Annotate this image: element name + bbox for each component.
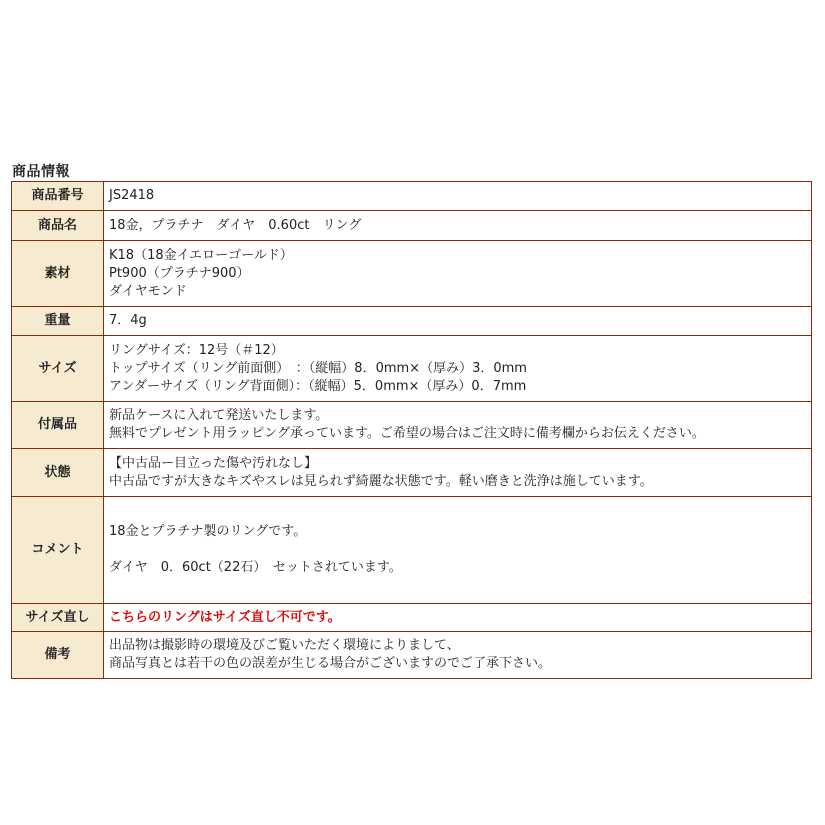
row-label-product-name: 商品名 bbox=[12, 211, 104, 241]
section-title: 商品情報 bbox=[12, 164, 70, 180]
product-info-table bbox=[11, 181, 812, 679]
row-value-condition bbox=[104, 449, 812, 497]
value-line: ダイヤモンド bbox=[109, 283, 187, 299]
table-row bbox=[12, 241, 812, 307]
row-label-accessories: 付属品 bbox=[12, 402, 104, 449]
row-value-product-name bbox=[104, 211, 812, 241]
table-row bbox=[12, 211, 812, 241]
row-label-size: サイズ bbox=[12, 336, 104, 402]
row-label-comment: コメント bbox=[12, 497, 104, 604]
value-line: リングサイズ：12号（＃12） bbox=[109, 342, 284, 358]
row-label-resizing: サイズ直し bbox=[12, 604, 104, 632]
table-row bbox=[12, 402, 812, 449]
row-value-comment bbox=[104, 497, 812, 604]
value-line: 18金，プラチナ ダイヤ 0.60ct リング bbox=[109, 217, 362, 233]
row-label-material: 素材 bbox=[12, 241, 104, 307]
table-row bbox=[12, 604, 812, 632]
value-line: 18金とプラチナ製のリングです。 bbox=[109, 524, 307, 539]
value-line: 中古品ですが大きなキズやスレは見られず綺麗な状態です。軽い磨きと洗浄は施しています。 bbox=[109, 473, 653, 489]
row-value-product-number bbox=[104, 182, 812, 211]
value-line: 7．4g bbox=[109, 313, 147, 328]
value-line: ダイヤ 0．60ct（22石） セットされています。 bbox=[109, 560, 402, 575]
row-label-product-number: 商品番号 bbox=[12, 182, 104, 211]
table-row bbox=[12, 449, 812, 497]
row-value-resizing bbox=[104, 604, 812, 632]
value-line: JS2418 bbox=[109, 188, 155, 203]
blank-line bbox=[109, 541, 811, 559]
value-line: 出品物は撮影時の環境及びご覧いただく環境によりまして、 bbox=[109, 638, 460, 653]
value-line: 【中古品ー目立った傷や汚れなし】 bbox=[109, 455, 318, 471]
table-row bbox=[12, 497, 812, 604]
value-line: K18（18金イエローゴールド） bbox=[109, 247, 293, 263]
row-value-size bbox=[104, 336, 812, 402]
value-line: 新品ケースに入れて発送いたします。 bbox=[109, 408, 329, 423]
row-value-material bbox=[104, 241, 812, 307]
value-line: 無料でプレゼント用ラッピング承っています。ご希望の場合はご注文時に備考欄からお伝えください。 bbox=[109, 426, 705, 441]
table-row bbox=[12, 632, 812, 679]
table-row bbox=[12, 307, 812, 336]
row-value-notes bbox=[104, 632, 812, 679]
row-label-notes: 備考 bbox=[12, 632, 104, 679]
value-line: トップサイズ（リング前面側） ：（縦幅）8．0mm×（厚み）3．0mm bbox=[109, 360, 527, 376]
row-label-condition: 状態 bbox=[12, 449, 104, 497]
value-line: Pt900（プラチナ900） bbox=[109, 265, 250, 281]
table-row bbox=[12, 336, 812, 402]
value-line: 商品写真とは若干の色の誤差が生じる場合がございますのでご了承下さい。 bbox=[109, 656, 552, 671]
row-value-weight bbox=[104, 307, 812, 336]
value-line: アンダーサイズ（リング背面側）：（縦幅）5．0mm×（厚み）0．7mm bbox=[109, 378, 527, 394]
value-line: こちらのリングはサイズ直し不可です。 bbox=[109, 609, 341, 625]
row-label-weight: 重量 bbox=[12, 307, 104, 336]
row-value-accessories bbox=[104, 402, 812, 449]
table-row bbox=[12, 182, 812, 211]
